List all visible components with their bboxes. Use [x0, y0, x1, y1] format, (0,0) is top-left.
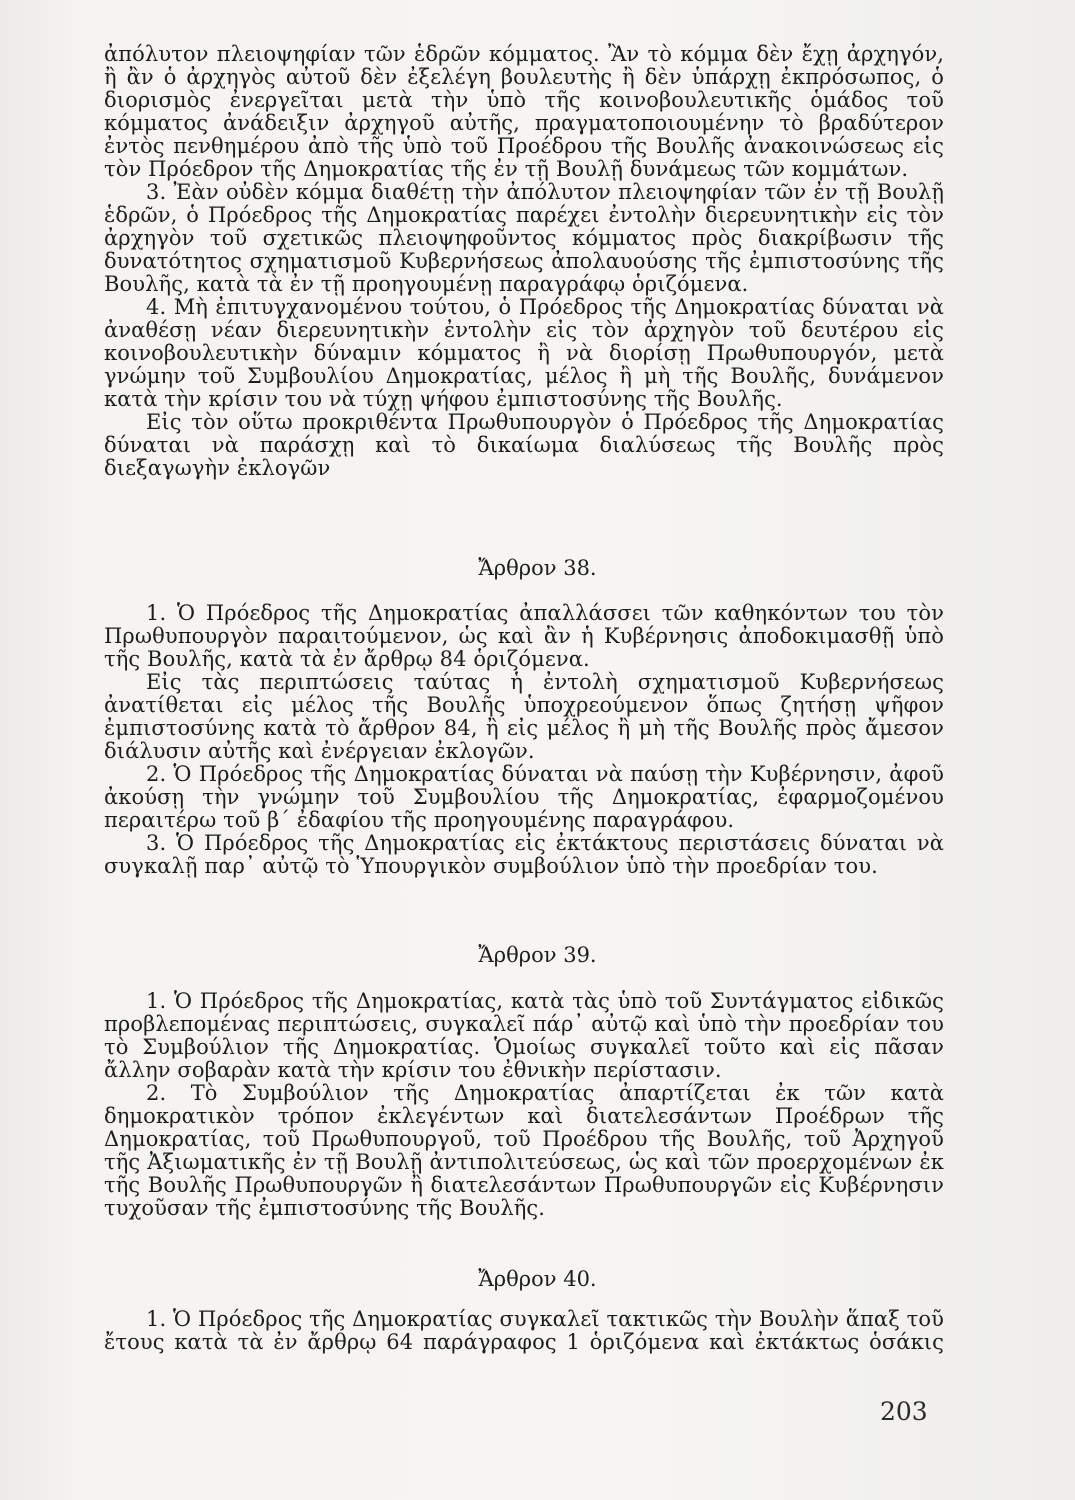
paragraph: 1. Ὁ Πρόεδρος τῆς Δημοκρατίας συγκαλεῖ τακτικῶς τὴν Βουλὴν ἅπαξ τοῦ ἔτους κατὰ τὰ ἐν ἄρθρῳ 64 παράγραφος 1 ὁριζόμενα καὶ ἐκτάκτως ὁσάκις [104, 1307, 944, 1354]
paragraph: Εἰς τὸν οὕτω προκριθέντα Πρωθυπουργὸν ὁ Πρόεδρος τῆς Δημοκρατίας δύναται νὰ παράσχῃ καὶ τὸ δικαίωμα διαλύσεως τῆς Βουλῆς πρὸς διεξαγωγὴν ἐκλογῶν [104, 410, 944, 480]
paragraph: 1. Ὁ Πρόεδρος τῆς Δημοκρατίας, κατὰ τὰς ὑπὸ τοῦ Συντάγματος εἰδικῶς προβλεπομένας περιπτώσεις, συγκαλεῖ πάρ᾽ αὐτῷ καὶ ὑπὸ τὴν προεδρίαν του τὸ Συμβούλιον τῆς Δημοκρατίας. Ὁμοίως συγκαλεῖ τοῦτο καὶ εἰς πᾶσαν ἄλλην σοβαρὰν κατὰ τὴν κρίσιν του ἐθνικὴν περίστασιν. [104, 989, 944, 1082]
article-heading: Ἄρθρον 39. [478, 943, 597, 967]
text-block-article-39 [104, 990, 944, 1220]
text-block-article-37 [104, 43, 944, 480]
paragraph: 4. Μὴ ἐπιτυγχανομένου τούτου, ὁ Πρόεδρος τῆς Δημοκρατίας δύναται νὰ ἀναθέσῃ νέαν διερευνητικὴν ἐντολὴν εἰς τὸν ἀρχηγὸν τοῦ δευτέρου εἰς κοινοβουλευτικὴν δύναμιν κόμματος ἢ νὰ διορίσῃ Πρωθυπουργόν, μετὰ γνώμην τοῦ Συμβουλίου Δημοκρατίας, μέλος ἢ μὴ τῆς Βουλῆς, δυνάμενον κατὰ τὴν κρίσιν του νὰ τύχῃ ψήφου ἐμπιστοσύνης τῆς Βουλῆς. [104, 295, 944, 411]
article-heading: Ἄρθρον 40. [478, 1267, 597, 1291]
text-block-article-40 [104, 1308, 944, 1354]
article-heading: Ἄρθρον 38. [478, 556, 597, 580]
text-block-article-38 [104, 602, 944, 878]
paragraph: 3. Ὁ Πρόεδρος τῆς Δημοκρατίας εἰς ἐκτάκτους περιστάσεις δύναται νὰ συγκαλῇ παρ᾽ αὐτῷ τὸ Ὑπουργικὸν συμβούλιον ὑπὸ τὴν προεδρίαν του. [104, 831, 944, 878]
page-number: 203 [880, 1397, 928, 1426]
paragraph: 1. Ὁ Πρόεδρος τῆς Δημοκρατίας ἀπαλλάσσει τῶν καθηκόντων του τὸν Πρωθυπουργὸν παραιτούμενον, ὡς καὶ ἂν ἡ Κυβέρνησις ἀποδοκιμασθῇ ὑπὸ τῆς Βουλῆς, κατὰ τὰ ἐν ἄρθρῳ 84 ὁριζόμενα. [104, 601, 944, 671]
paragraph: 2. Ὁ Πρόεδρος τῆς Δημοκρατίας δύναται νὰ παύσῃ τὴν Κυβέρνησιν, ἀφοῦ ἀκούσῃ τὴν γνώμην τοῦ Συμβουλίου τῆς Δημοκρατίας, ἐφαρμοζομένου περαιτέρω τοῦ β΄ ἐδαφίου τῆς προηγουμένης παραγράφου. [104, 762, 944, 832]
paragraph: Εἰς τὰς περιπτώσεις ταύτας ἡ ἐντολὴ σχηματισμοῦ Κυβερνήσεως ἀνατίθεται εἰς μέλος τῆς Βουλῆς ὑποχρεούμενον ὅπως ζητήσῃ ψῆφον ἐμπιστοσύνης κατὰ τὸ ἄρθρον 84, ἢ εἰς μέλος ἢ μὴ τῆς Βουλῆς πρὸς ἄμεσον διάλυσιν αὐτῆς καὶ ἐνέργειαν ἐκλογῶν. [104, 670, 944, 763]
paragraph: ἀπόλυτον πλειοψηφίαν τῶν ἑδρῶν κόμματος. Ἂν τὸ κόμμα δὲν ἔχῃ ἀρχηγόν, ἢ ἂν ὁ ἀρχηγὸς αὐτοῦ δὲν ἐξελέγη βουλευτὴς ἢ δὲν ὑπάρχῃ ἐκπρόσωπος, ὁ διορισμὸς ἐνεργεῖται μετὰ τὴν ὑπὸ τῆς κοινοβουλευτικῆς ὁμάδος τοῦ κόμματος ἀνάδειξιν ἀρχηγοῦ αὐτῆς, πραγματοποιουμένην τὸ βραδύτερον ἐντὸς πενθημέρου ἀπὸ τῆς ὑπὸ τοῦ Προέδρου τῆς Βουλῆς ἀνακοινώσεως εἰς τὸν Πρόεδρον τῆς Δημοκρατίας τῆς ἐν τῇ Βουλῇ δυνάμεως τῶν κομμάτων. [104, 42, 944, 181]
paragraph: 3. Ἐὰν οὐδὲν κόμμα διαθέτῃ τὴν ἀπόλυτον πλειοψηφίαν τῶν ἐν τῇ Βουλῇ ἑδρῶν, ὁ Πρόεδρος τῆς Δημοκρατίας παρέχει ἐντολὴν διερευνητικὴν εἰς τὸν ἀρχηγὸν τοῦ σχετικῶς πλειοψηφοῦντος κόμματος πρὸς διακρίβωσιν τῆς δυνατότητος σχηματισμοῦ Κυβερνήσεως ἀπολαυούσης τῆς ἐμπιστοσύνης τῆς Βουλῆς, κατὰ τὰ ἐν τῇ προηγουμένῃ παραγράφῳ ὁριζόμενα. [104, 180, 944, 296]
paragraph: 2. Τὸ Συμβούλιον τῆς Δημοκρατίας ἀπαρτίζεται ἐκ τῶν κατὰ δημοκρατικὸν τρόπον ἐκλεγέντων καὶ διατελεσάντων Προέδρων τῆς Δημοκρατίας, τοῦ Πρωθυπουργοῦ, τοῦ Προέδρου τῆς Βουλῆς, τοῦ Ἀρχηγοῦ τῆς Ἀξιωματικῆς ἐν τῇ Βουλῇ ἀντιπολιτεύσεως, ὡς καὶ τῶν προερχομένων ἐκ τῆς Βουλῆς Πρωθυπουργῶν ἢ διατελεσάντων Πρωθυπουργῶν εἰς Κυβέρνησιν τυχοῦσαν τῆς ἐμπιστοσύνης τῆς Βουλῆς. [104, 1081, 944, 1220]
